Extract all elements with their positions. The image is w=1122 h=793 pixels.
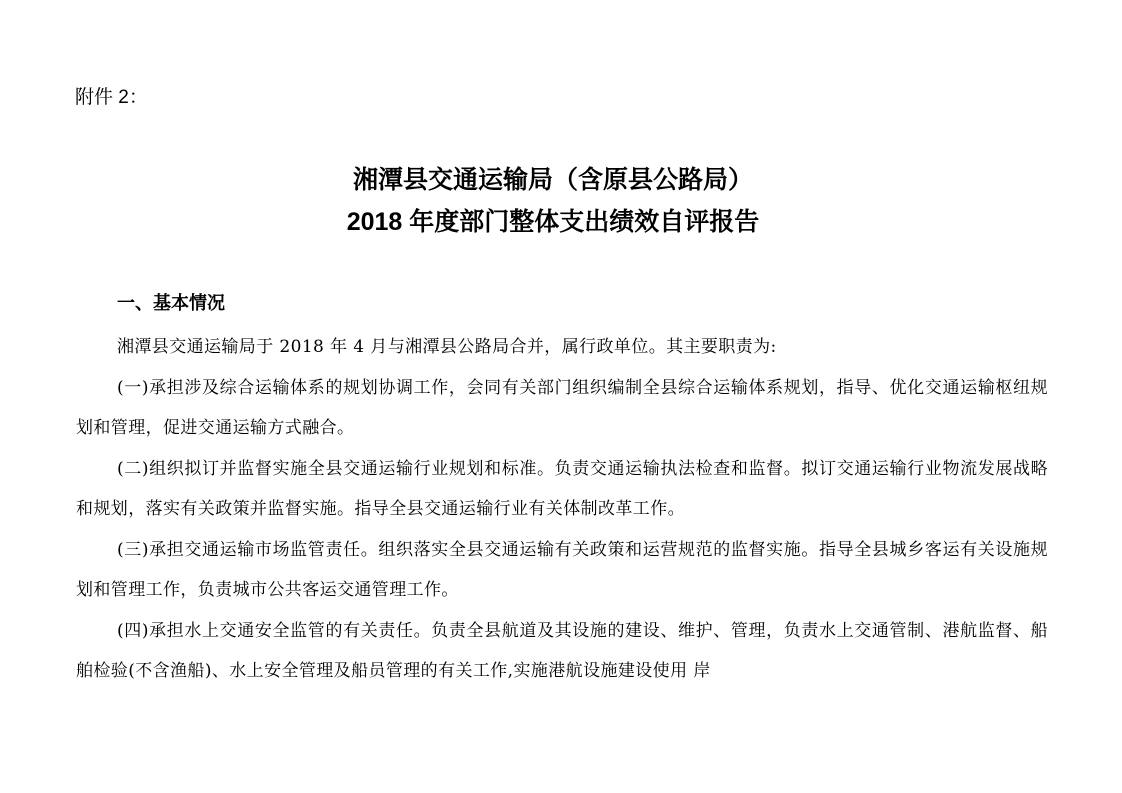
attachment-label: 附件 2： [75, 87, 148, 108]
paragraph-duty-4: (四)承担水上交通安全监管的有关责任。负责全县航道及其设施的建设、维护、管理，负责水上交通管制、港航监督、船舶检验(不含渔船)、水上安全管理及船员管理的有关工作,实施港航设施建设使用 岸 [76, 620, 1048, 681]
document-title-line-1: 湘潭县交通运输局（含原县公路局） [352, 166, 753, 194]
section-heading-basic-info: 一、基本情况 [117, 293, 225, 313]
document-title-line-2: 2018 年度部门整体支出绩效自评报告 [346, 208, 760, 236]
section-body [76, 327, 1048, 692]
paragraph-duty-2: (二)组织拟订并监督实施全县交通运输行业规划和标准。负责交通运输执法检查和监督。拟订交通运输行业物流发展战略和规划，落实有关政策并监督实施。指导全县交通运输行业有关体制改革工作。 [76, 458, 1048, 519]
paragraph-intro: 湘潭县交通运输局于 2018 年 4 月与湘潭县公路局合并，属行政单位。其主要职责为: [117, 337, 777, 357]
paragraph-duty-3: (三)承担交通运输市场监管责任。组织落实全县交通运输有关政策和运营规范的监督实施。指导全县城乡客运有关设施规划和管理工作，负责城市公共客运交通管理工作。 [76, 539, 1048, 600]
paragraph-duty-1: (一)承担涉及综合运输体系的规划协调工作，会同有关部门组织编制全县综合运输体系规划，指导、优化交通运输枢纽规划和管理，促进交通运输方式融合。 [76, 377, 1048, 438]
